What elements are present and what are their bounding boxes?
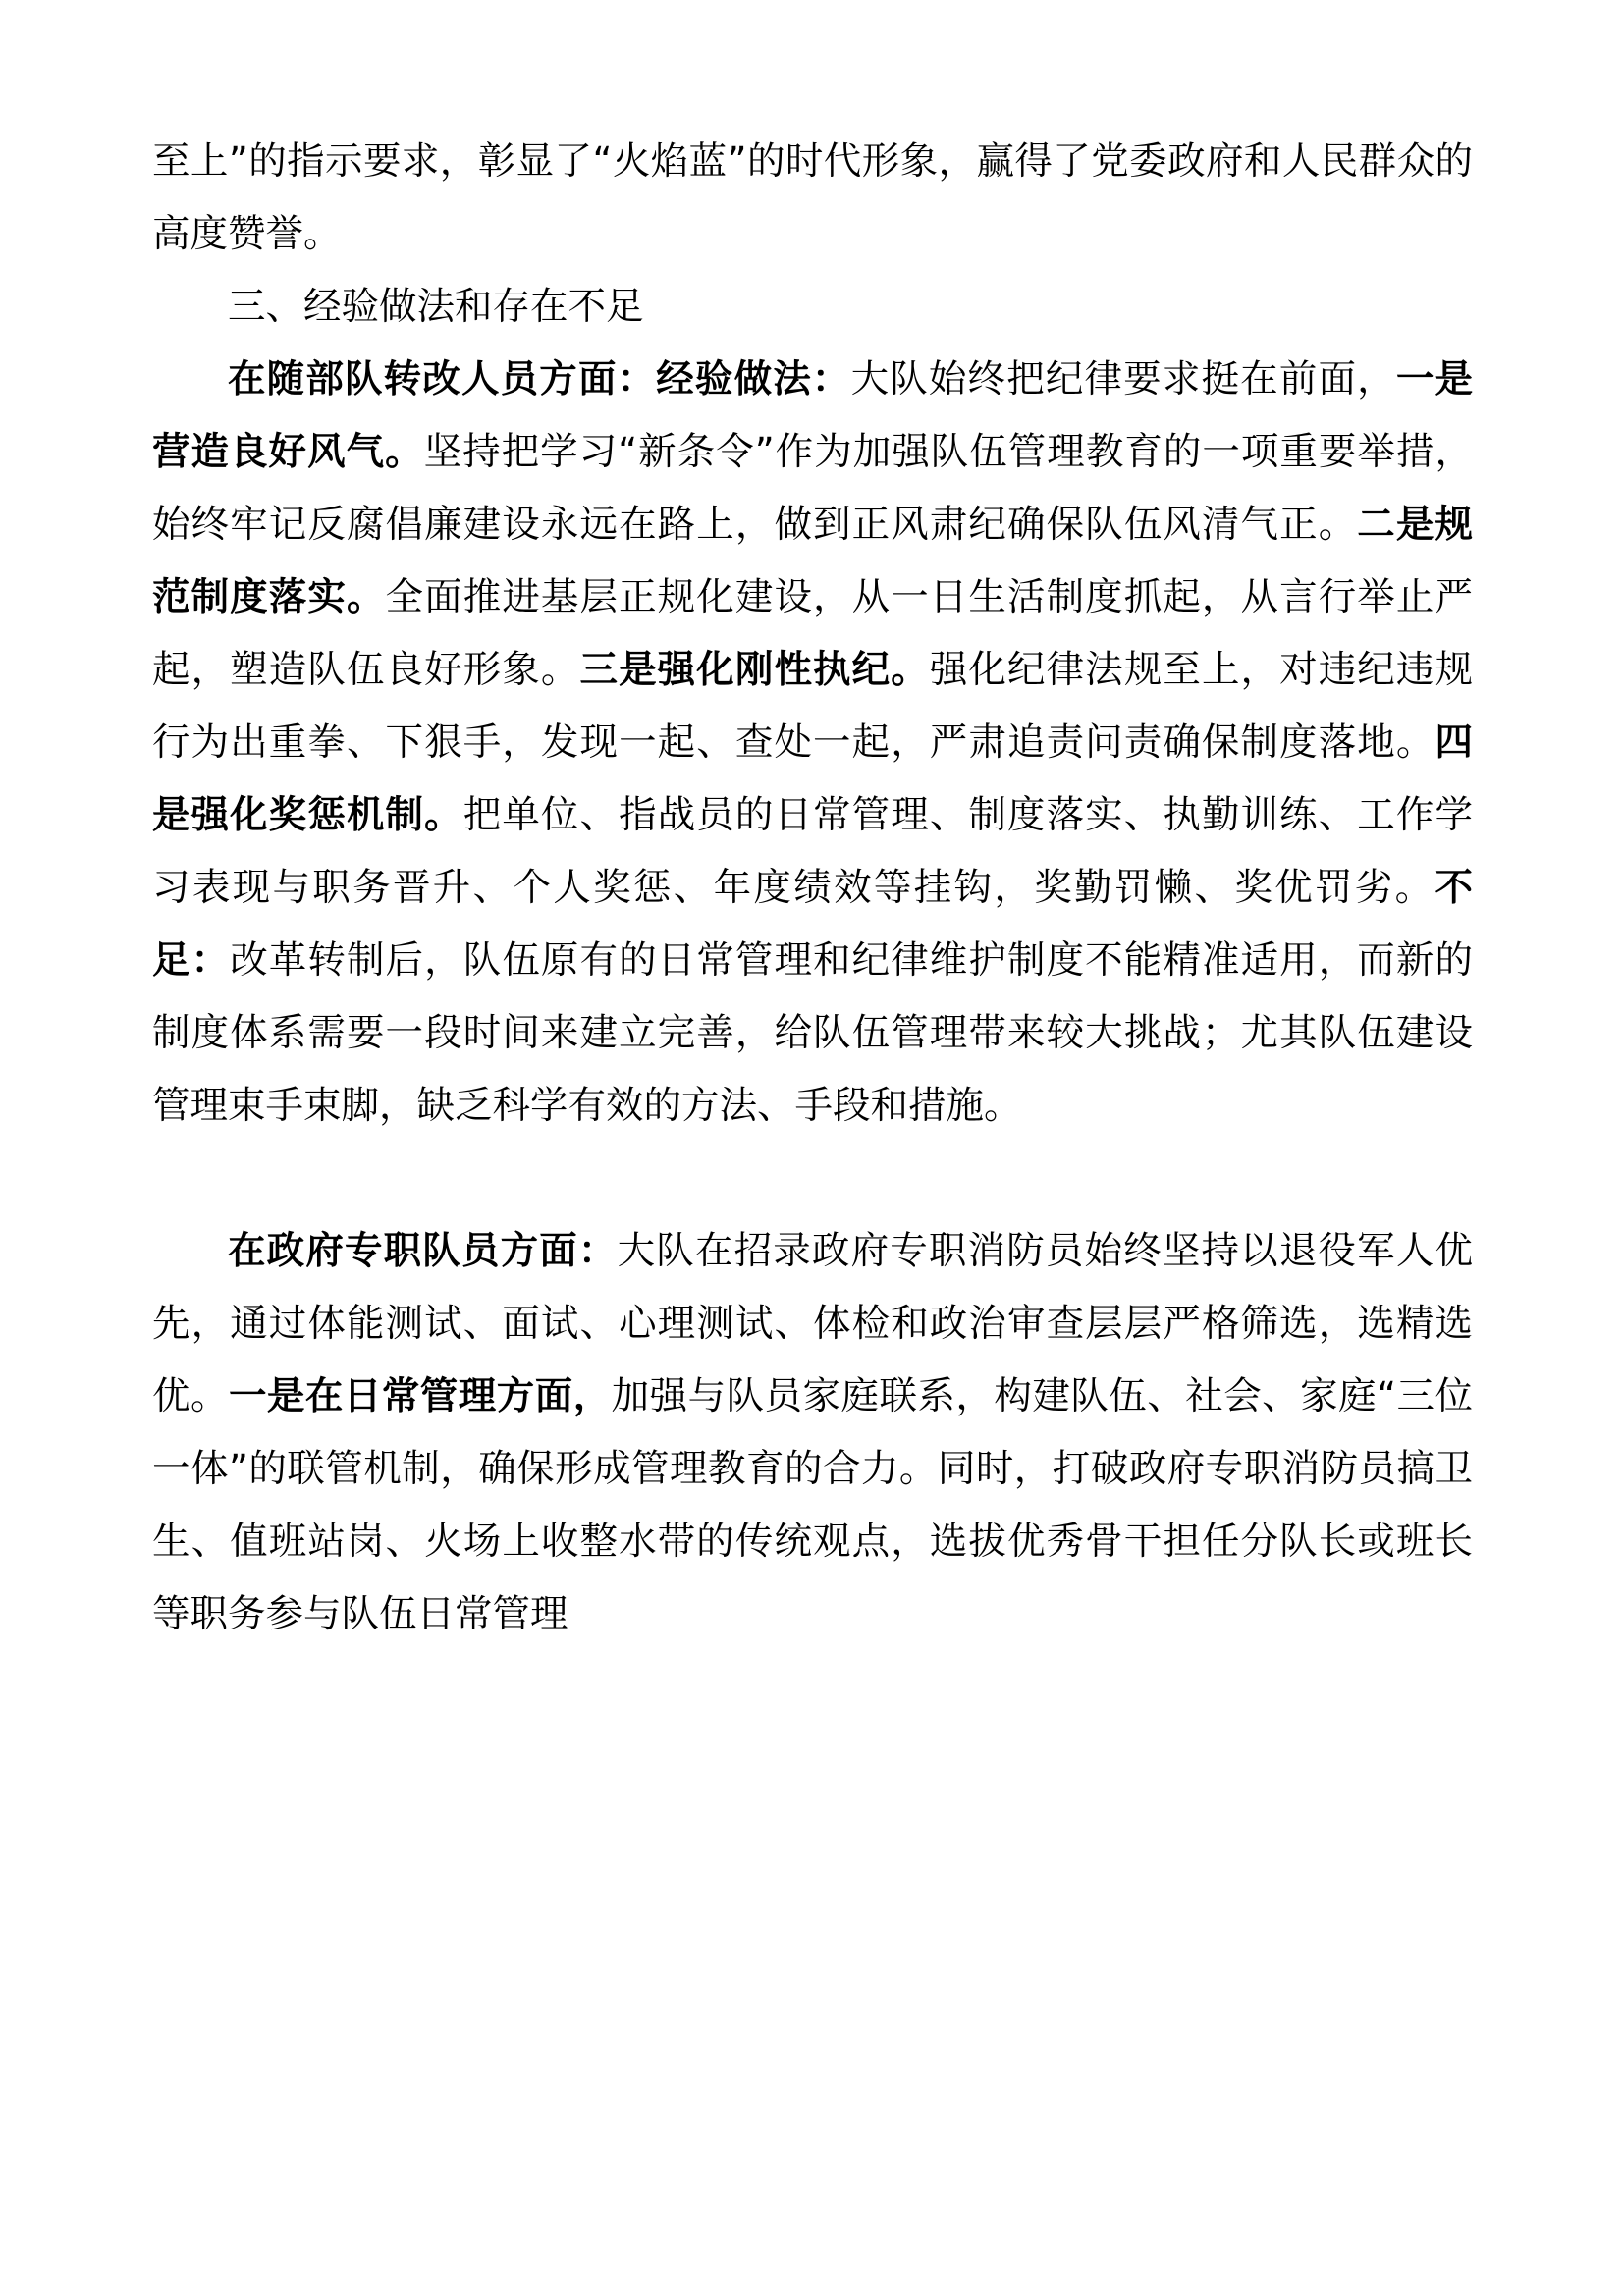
text-run-bold: 在随部队转改人员方面：经验做法： <box>228 357 851 401</box>
text-run: 加强与队员家庭联系，构建队伍、社会、家庭“三位一体”的联管机制，确保形成管理教育的合力。同时，打破政府专职消防员搞卫生、值班站岗、火场上收整水带的传统观点，选拔优秀骨干担任分队长或班长等职务参与队伍日常管理 <box>152 1374 1473 1636</box>
text-run: 至上”的指示要求，彰显了“火焰蓝”的时代形象，赢得了党委政府和人民群众的高度赞誉。 <box>152 139 1473 256</box>
text-run: 全面推进基层正规化建设，从一日生活制度抓起，从言行举止严起，塑造队伍良好形象。 <box>152 575 1473 692</box>
text-run-bold: 一是营造良好风气。 <box>152 357 1473 474</box>
text-run: 强化纪律法规至上，对违纪违规行为出重拳、下狠手，发现一起、查处一起，严肃追责问责确保制度落地。 <box>152 648 1473 765</box>
text-run-bold: 在政府专职队员方面： <box>228 1229 618 1273</box>
document-body <box>152 126 1473 1651</box>
paragraph <box>152 344 1473 1143</box>
text-run-bold: 一是在日常管理方面， <box>228 1374 612 1418</box>
text-run-bold: 不足： <box>152 866 1473 983</box>
text-run-bold: 二是规范制度落实。 <box>152 503 1473 619</box>
text-run: 大队在招录政府专职消防员始终坚持以退役军人优先，通过体能测试、面试、心理测试、体检和政治审查层层严格筛选，选精选优。 <box>152 1229 1473 1418</box>
paragraph <box>152 126 1473 271</box>
text-run: 三、经验做法和存在不足 <box>228 285 644 329</box>
text-run-bold: 三是强化刚性执纪。 <box>579 648 930 692</box>
text-run: 大队始终把纪律要求挺在前面， <box>850 357 1396 401</box>
text-run: 坚持把学习“新条令”作为加强队伍管理教育的一项重要举措，始终牢记反腐倡廉建设永远在路上，做到正风肃纪确保队伍风清气正。 <box>152 430 1473 547</box>
section-heading <box>152 271 1473 344</box>
text-run-bold: 四是强化奖惩机制。 <box>152 721 1473 837</box>
paragraph <box>152 1215 1473 1651</box>
text-run: 把单位、指战员的日常管理、制度落实、执勤训练、工作学习表现与职务晋升、个人奖惩、年度绩效等挂钩，奖勤罚懒、奖优罚劣。 <box>152 793 1473 910</box>
text-run: 改革转制后，队伍原有的日常管理和纪律维护制度不能精准适用，而新的制度体系需要一段时间来建立完善，给队伍管理带来较大挑战；尤其队伍建设管理束手束脚，缺乏科学有效的方法、手段和措施。 <box>152 938 1473 1128</box>
